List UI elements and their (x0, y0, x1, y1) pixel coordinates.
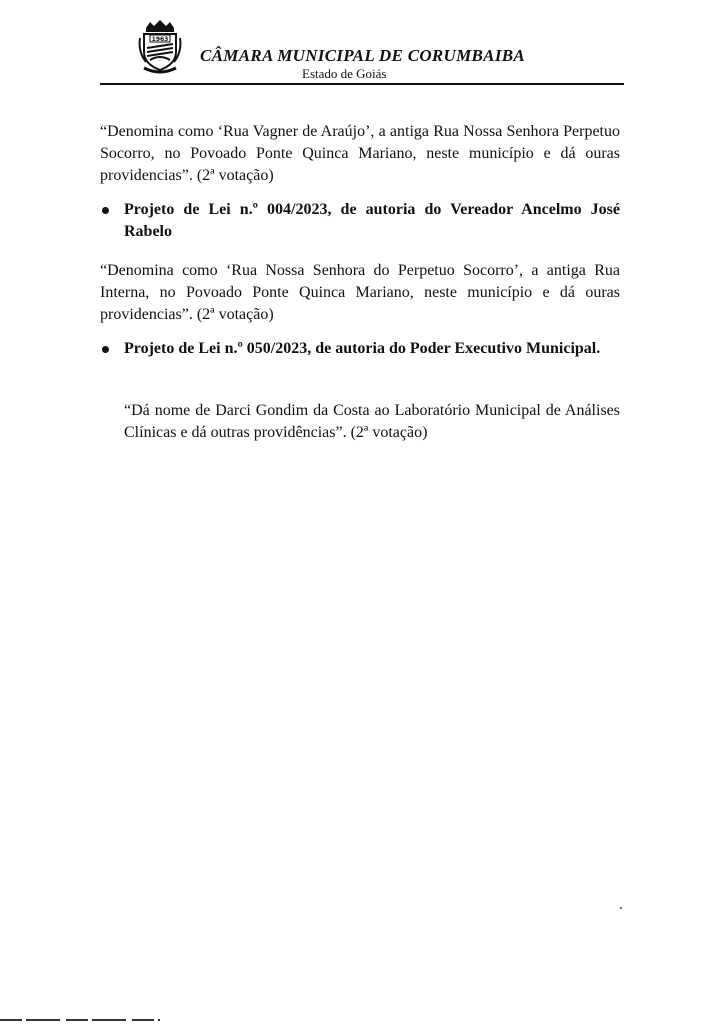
bill-description: “Dá nome de Darci Gondim da Costa ao Laboratório Municipal de Análises Clínicas e dá outras providências”. (2ª votação) (124, 402, 620, 441)
state-subtitle: Estado de Goiás (302, 66, 387, 81)
bullet-icon (102, 346, 109, 353)
municipal-crest-icon (136, 18, 184, 74)
scan-artifact (620, 907, 622, 909)
scan-edge-artifact (0, 1019, 160, 1021)
bill-title: Projeto de Lei n.º 004/2023, de autoria do Vereador Ancelmo José Rabelo (124, 201, 620, 240)
bill-title: Projeto de Lei n.º 050/2023, de autoria do Poder Executivo Municipal. (124, 340, 601, 357)
bullet-icon (102, 207, 109, 214)
svg-text:1963: 1963 (151, 36, 169, 43)
bill-description: “Denomina como ‘Rua Nossa Senhora do Perpetuo Socorro’, a antiga Rua Interna, no Povoado Ponte Quinca Mariano, neste município e dá ouras providencias”. (2ª votação) (100, 262, 620, 323)
header-divider (100, 83, 624, 85)
chamber-title: CÂMARA MUNICIPAL DE CORUMBAIBA (200, 46, 526, 65)
intro-paragraph: “Denomina como ‘Rua Vagner de Araújo’, a antiga Rua Nossa Senhora Perpetuo Socorro, no Povoado Ponte Quinca Mariano, neste município e dá ouras providencias”. (2ª votação) (100, 123, 620, 184)
